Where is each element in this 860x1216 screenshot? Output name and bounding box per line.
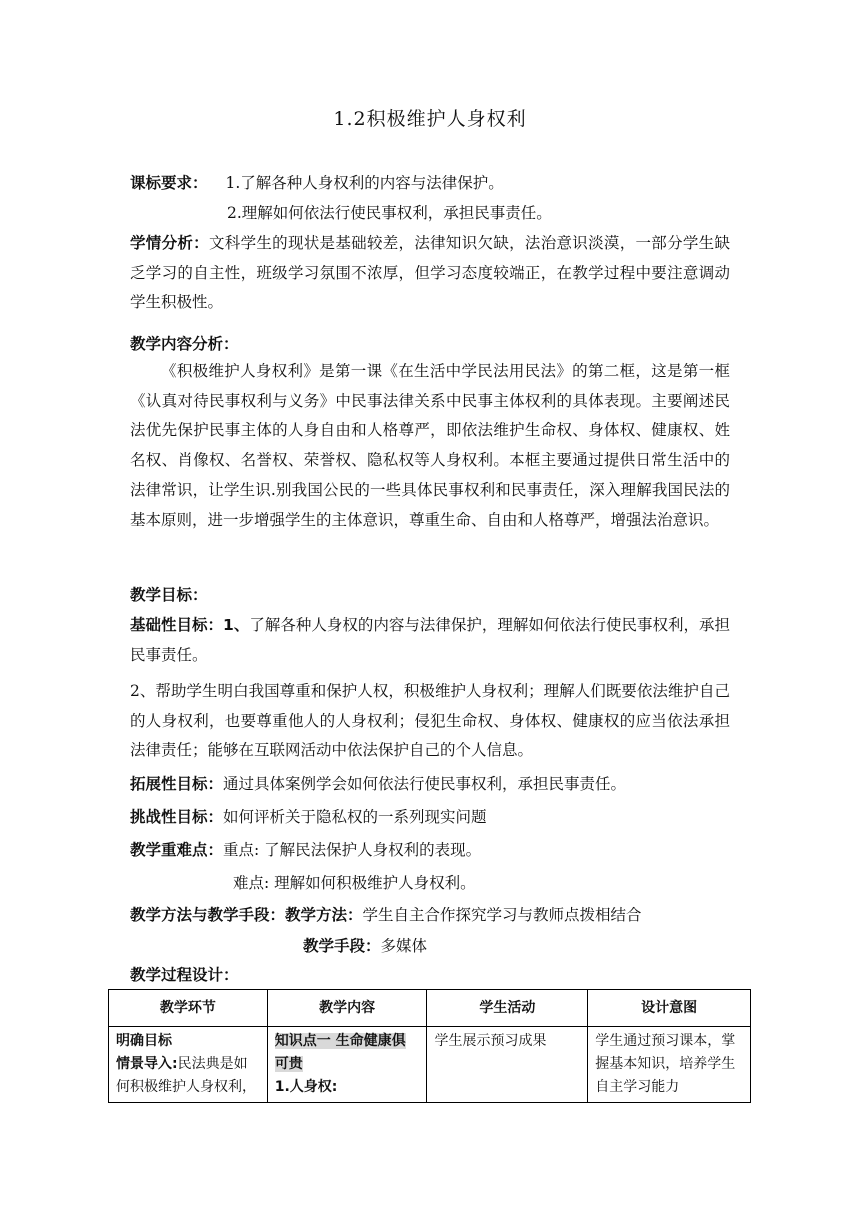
knowledge-sub: 1.人身权: — [274, 1079, 338, 1095]
challenge-goal-label: 挑战性目标： — [130, 808, 224, 826]
curriculum-item-1: 1.了解各种人身权利的内容与法律保护。 — [225, 174, 504, 192]
cell-stage — [109, 1027, 268, 1103]
process-label: 教学过程设计： — [130, 966, 239, 984]
table-header-row — [109, 990, 751, 1027]
method-text: 学生自主合作探究学习与教师点拨相结合 — [362, 906, 642, 924]
challenge-goal-text: 如何评析关于隐私权的一系列现实问题 — [223, 808, 487, 826]
student-analysis — [130, 229, 730, 318]
difficult-point-text: 难点: 理解如何积极维护人身权利。 — [233, 874, 476, 892]
means-label: 教学手段： — [303, 937, 381, 955]
header-content: 教学内容 — [267, 990, 427, 1027]
stage-title: 明确目标 — [116, 1033, 172, 1049]
challenge-goal — [130, 806, 487, 828]
basic-goal-text: 了解各种人身权的内容与法律保护，理解如何依法行使民事权利，承担民事责任。 — [130, 616, 730, 664]
methods-label: 教学方法与教学手段： — [130, 906, 286, 924]
process-table — [108, 989, 751, 1103]
cell-content — [267, 1027, 427, 1103]
student-analysis-text: 文科学生的现状是基础较差，法律知识欠缺，法治意识淡漠，一部分学生缺乏学习的自主性，班级学习氛围不浓厚，但学习态度较端正，在教学过程中要注意调动学生积极性。 — [130, 234, 730, 312]
means-text: 多媒体 — [380, 937, 428, 955]
basic-goal-label: 基础性目标：1、 — [130, 616, 250, 634]
extended-goal-label: 拓展性目标： — [130, 775, 224, 793]
method-label: 教学方法： — [285, 906, 363, 924]
extended-goal — [130, 773, 626, 795]
means — [303, 935, 427, 957]
cell-activity: 学生展示预习成果 — [427, 1027, 588, 1103]
header-activity: 学生活动 — [427, 990, 588, 1027]
curriculum-requirements — [130, 172, 504, 194]
key-points-label: 教学重难点： — [130, 841, 224, 859]
teaching-goals-label: 教学目标： — [130, 586, 208, 604]
table-row — [109, 1027, 751, 1103]
header-stage: 教学环节 — [109, 990, 268, 1027]
key-points — [130, 839, 481, 861]
header-intent: 设计意图 — [588, 990, 751, 1027]
student-analysis-label: 学情分析： — [130, 234, 209, 252]
goal-item-2: 2、帮助学生明白我国尊重和保护人权，积极维护人身权利；理解人们既要依法维护自己的人身权利，也要尊重他人的人身权利；侵犯生命权、身体权、健康权的应当依法承担法律责任；能够在互联网活动中依法保护自己的个人信息。 — [130, 682, 730, 760]
stage-intro-text: 民法典是如何积极维护人身权利， — [116, 1056, 256, 1095]
content-analysis-text: 《积极维护人身权利》是第一课《在生活中学民法用民法》的第二框，这是第一框《认真对待民事权利与义务》中民事法律关系中民事主体权利的具体表现。主要阐述民法优先保护民事主体的人身自由和人格尊严，即依法维护生命权、身体权、健康权、姓名权、肖像权、名誉权、荣誉权、隐私权等人身权利。本框主要通过提供日常生活中的法律常识，让学生识.别我国公民的一些具体民事权利和民事责任，深入理解我国民法的基本原则，进一步增强学生的主体意识，尊重生命、自由和人格尊严，增强法治意识。 — [130, 362, 730, 529]
cell-intent: 学生通过预习课本，掌握基本知识，培养学生自主学习能力 — [588, 1027, 751, 1103]
methods — [130, 904, 642, 926]
curriculum-item-2: 2.理解如何依法行使民事权利，承担民事责任。 — [227, 204, 552, 222]
curriculum-label: 课标要求： — [130, 174, 208, 192]
stage-intro-label: 情景导入: — [116, 1056, 178, 1072]
page-title: 1.2积极维护人身权利 — [333, 108, 527, 130]
basic-goal — [130, 611, 730, 670]
knowledge-point-title: 知识点一 生命健康俱可贵 — [274, 1033, 406, 1072]
content-analysis-label: 教学内容分析： — [130, 335, 239, 353]
key-point-text: 重点: 了解民法保护人身权利的表现。 — [223, 841, 482, 859]
extended-goal-text: 通过具体案例学会如何依法行使民事权利，承担民事责任。 — [223, 775, 627, 793]
